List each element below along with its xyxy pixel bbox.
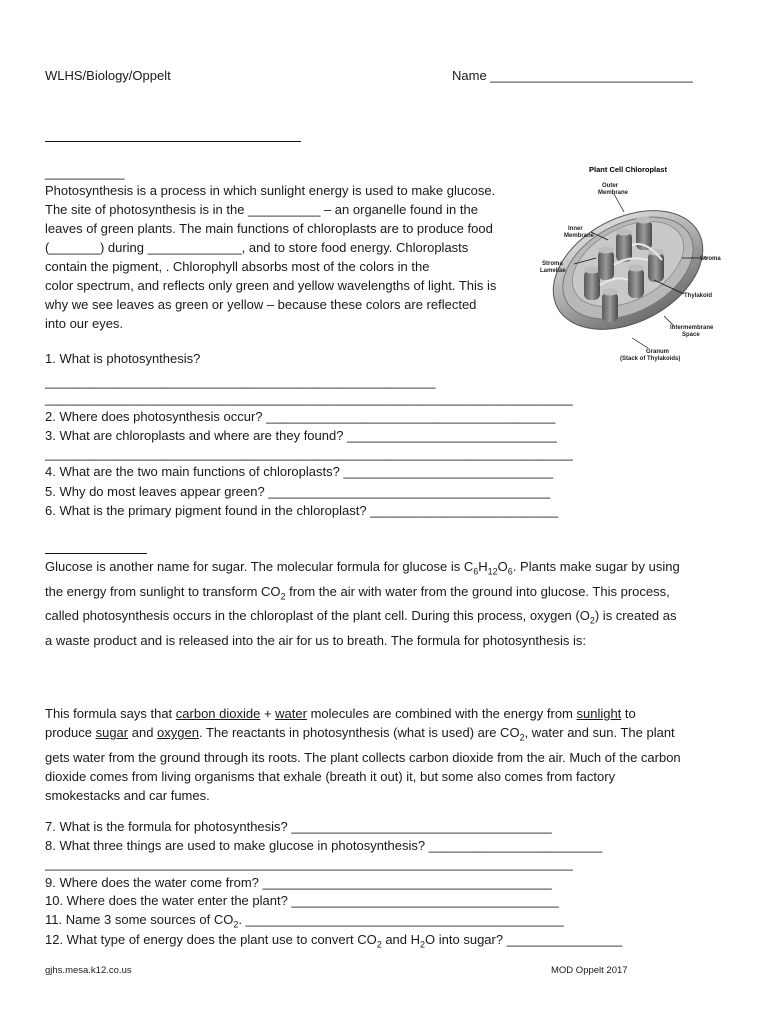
answer-line: ______________________________________________________ xyxy=(45,374,436,389)
answer-line: _________________________________________________________________________ xyxy=(45,856,573,871)
question-4: 4. What are the two main functions of chloroplasts? _____________________________ xyxy=(45,464,554,479)
section2-paragraph xyxy=(45,557,735,650)
para-line: The site of photosynthesis is in the __________ – an organelle found in the xyxy=(45,202,478,217)
para-line: into our eyes. xyxy=(45,316,124,331)
para-line: a waste product and is released into the air for us to breath. The formula for photosynthesis is: xyxy=(45,632,586,648)
para-line: produce sugar and oxygen. The reactants in photosynthesis (what is used) are $CO_2$, water and sun. The plant xyxy=(45,725,675,743)
label-inner-membrane-2: Membrane xyxy=(564,233,595,239)
para-line: the energy from sunlight to transform $CO_2$ from the air with water from the ground into glucose. This process, xyxy=(45,583,670,602)
label-stroma: Stroma xyxy=(700,256,721,262)
para-line: gets water from the ground through its roots. The plant collects carbon dioxide from the air. Much of the carbon xyxy=(45,749,681,765)
para-line: dioxide comes from living organisms that exhale (breath it out) it, but some also comes from factory xyxy=(45,768,616,784)
answer-line: _________________________________________________________________________ xyxy=(45,446,573,461)
label-thylakoid: Thylakoid xyxy=(684,293,713,299)
label-intermembrane-2: Space xyxy=(682,332,700,338)
question-1: 1. What is photosynthesis? xyxy=(45,351,201,366)
answer-line: _________________________________________________________________________ xyxy=(45,391,573,406)
chloroplast-diagram xyxy=(536,160,726,370)
label-stroma-lamellae-2: Lamellae xyxy=(540,268,566,274)
section1-heading-blank: ___________ xyxy=(45,165,125,180)
para-line: leaves of green plants. The main functions of chloroplasts are to produce food xyxy=(45,221,493,236)
question-8: 8. What three things are used to make glucose in photosynthesis? ________________________ xyxy=(45,838,603,853)
question-7: 7. What is the formula for photosynthesis? ____________________________________ xyxy=(45,819,552,834)
para-line: contain the pigment, . Chlorophyll absorbs most of the colors in the xyxy=(45,259,430,274)
label-granum-1: Granum xyxy=(646,349,670,355)
label-outer-membrane-1: Outer xyxy=(602,183,619,189)
question-3: 3. What are chloroplasts and where are they found? _____________________________ xyxy=(45,428,557,443)
figure-title: Plant Cell Chloroplast xyxy=(589,165,667,174)
title-blank-line xyxy=(45,141,301,142)
question-10: 10. Where does the water enter the plant? _____________________________________ xyxy=(45,893,559,908)
label-intermembrane-1: Intermembrane xyxy=(670,325,714,331)
question-6: 6. What is the primary pigment found in the chloroplast? __________________________ xyxy=(45,503,559,518)
para-line: Photosynthesis is a process in which sunlight energy is used to make glucose. xyxy=(45,183,496,198)
footer-url: gjhs.mesa.k12.co.us xyxy=(45,965,132,976)
question-5: 5. Why do most leaves appear green? _______________________________________ xyxy=(45,484,551,499)
para-line: why we see leaves as green or yellow – because these colors are reflected xyxy=(45,297,477,312)
para-line: called photosynthesis occurs in the chloroplast of the plant cell. During this process, oxygen $(O_2)$ is created as xyxy=(45,608,677,626)
para-line: color spectrum, and reflects only green and yellow wavelengths of light. This is xyxy=(45,278,497,293)
para-line: This formula says that carbon dioxide + water molecules are combined with the energy from sunlight to xyxy=(45,706,636,721)
course-header: WLHS/Biology/Oppelt xyxy=(45,68,171,83)
question-2: 2. Where does photosynthesis occur? ________________________________________ xyxy=(45,409,556,424)
section3-paragraph xyxy=(45,704,735,805)
name-field-label: Name ____________________________ xyxy=(452,68,693,83)
label-stroma-lamellae-1: Stroma xyxy=(542,261,563,267)
para-line: smokestacks and car fumes. xyxy=(45,787,210,803)
question-12: 12. What type of energy does the plant use to convert $CO_2$ and $H_2O$ into sugar? ________________ xyxy=(45,932,623,950)
section1-paragraph xyxy=(45,181,496,333)
question-11: 11. Name 3 some sources of $CO_2$. ____________________________________________ xyxy=(45,912,564,930)
label-inner-membrane-1: Inner xyxy=(568,226,583,232)
para-line: (_______) during _____________, and to store food energy. Chloroplasts xyxy=(45,240,469,255)
question-9: 9. Where does the water come from? ________________________________________ xyxy=(45,875,552,890)
footer-credit: MOD Oppelt 2017 xyxy=(551,965,628,976)
section2-heading-blank xyxy=(45,553,147,554)
para-line: Glucose is another name for sugar. The molecular formula for glucose is $C_6H_{12}O_6$. Plants make sugar by using xyxy=(45,559,680,577)
label-outer-membrane-2: Membrane xyxy=(598,190,629,196)
label-granum-2: (Stack of Thylakoids) xyxy=(620,356,681,362)
